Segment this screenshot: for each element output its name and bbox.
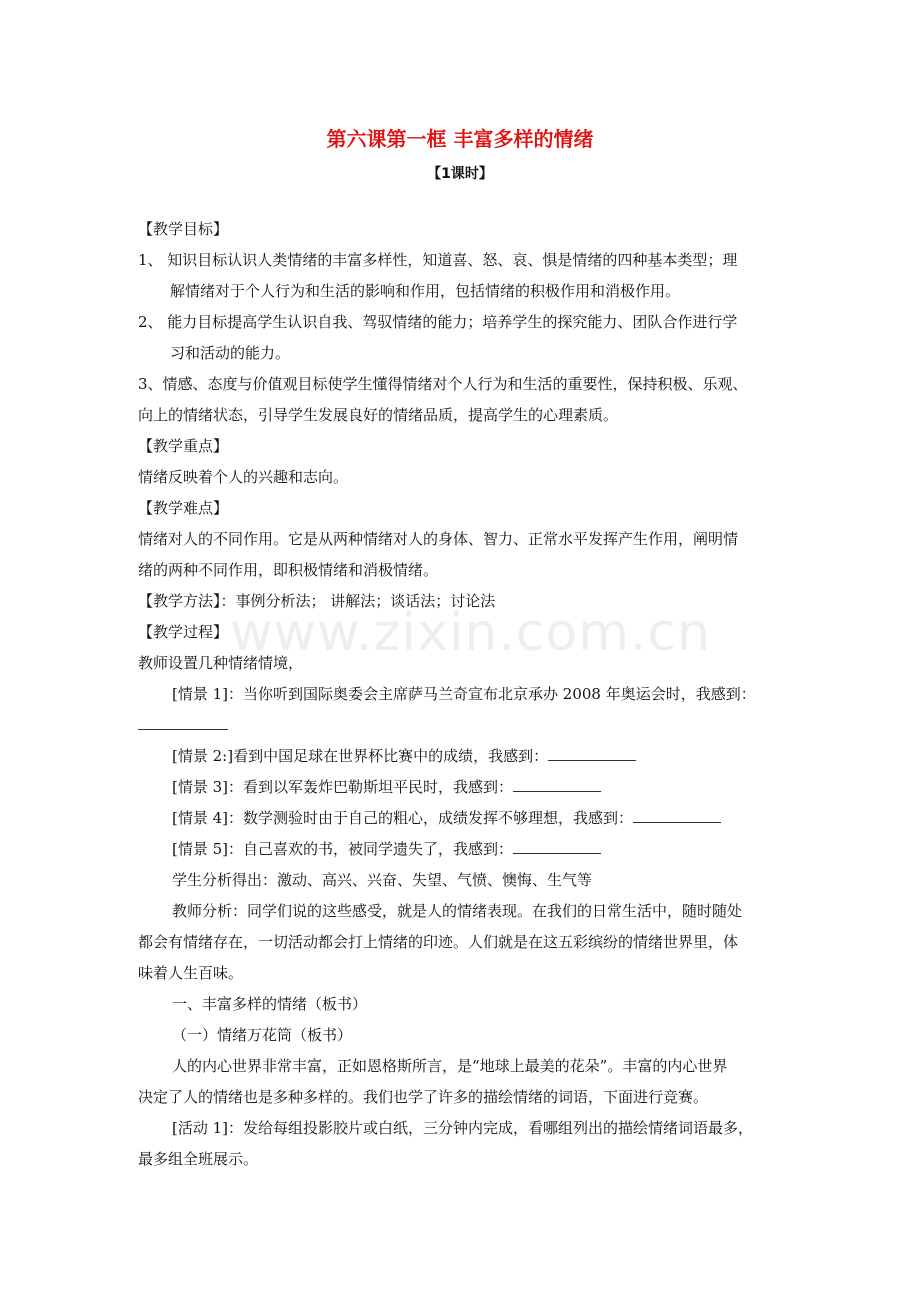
scenario-text: [情景 1]：当你听到国际奥委会主席萨马兰奇宣布北京承办 2008 年奥运会时，我感到： (172, 685, 756, 703)
page-title: 第六课第一框 丰富多样的情绪 (326, 127, 594, 151)
watermark: www.zixin.com.cn (230, 603, 711, 663)
text-line: 味着人生百味。 (138, 964, 244, 982)
scenario-line-2 (172, 746, 822, 766)
scenario-line-4 (172, 808, 822, 828)
heading-teaching-goals: 【教学目标】 (138, 220, 229, 238)
scenario-text: [情景 2:]看到中国足球在世界杯比赛中的成绩，我感到： (172, 747, 549, 765)
scenario-text: [情景 3]：看到以军轰炸巴勒斯坦平民时，我感到： (172, 778, 514, 796)
scenario-line-5 (172, 839, 822, 859)
text-line: 人的内心世界非常丰富，正如恩格斯所言，是“地球上最美的花朵”。丰富的内心世界 (172, 1057, 728, 1075)
text-line: [活动 1]：发给每组投影胶片或白纸，三分钟内完成，看哪组列出的描绘情绪词语最多， (172, 1119, 754, 1137)
text-line: 3、情感、态度与价值观目标使学生懂得情绪对个人行为和生活的重要性，保持积极、乐观、 (138, 375, 748, 393)
answer-blank (548, 746, 636, 761)
page-subtitle: 【1课时】 (427, 166, 493, 182)
text-line: 习和活动的能力。 (170, 344, 291, 362)
heading-difficult-points: 【教学难点】 (138, 499, 229, 517)
text-line: 2、 能力目标提高学生认识自我、驾驭情绪的能力；培养学生的探究能力、团队合作进行学 (138, 313, 738, 331)
answer-blank (138, 715, 228, 730)
scenario-line-3 (172, 777, 822, 797)
heading-teaching-methods: 【教学方法】：事例分析法； 讲解法；谈话法；讨论法 (138, 592, 496, 610)
text-line: 情绪对人的不同作用。它是从两种情绪对人的身体、智力、正常水平发挥产生作用，阐明情 (138, 530, 739, 548)
text-line: 解情绪对于个人行为和生活的影响和作用，包括情绪的积极作用和消极作用。 (170, 282, 681, 300)
scenario-text: [情景 4]：数学测验时由于自己的粗心，成绩发挥不够理想，我感到： (172, 809, 634, 827)
scenario-line-1 (172, 684, 822, 704)
scenario-text: [情景 5]：自己喜欢的书，被同学遗失了，我感到： (172, 840, 514, 858)
heading-key-points: 【教学重点】 (138, 437, 229, 455)
text-line: 教师设置几种情绪情境， (138, 654, 304, 672)
heading-teaching-process: 【教学过程】 (138, 623, 229, 641)
text-line: 都会有情绪存在，一切活动都会打上情绪的印迹。人们就是在这五彩缤纷的情绪世界里，体 (138, 933, 739, 951)
text-line: 教师分析：同学们说的这些感受，就是人的情绪表现。在我们的日常生活中，随时随处 (172, 902, 743, 920)
text-line: 学生分析得出：激动、高兴、兴奋、失望、气愤、懊悔、生气等 (172, 871, 593, 889)
answer-blank (633, 808, 721, 823)
text-line: 情绪反映着个人的兴趣和志向。 (138, 468, 349, 486)
text-line: 向上的情绪状态，引导学生发展良好的情绪品质，提高学生的心理素质。 (138, 406, 619, 424)
text-line: 最多组全班展示。 (138, 1150, 259, 1168)
text-line: 绪的两种不同作用，即积极情绪和消极情绪。 (138, 561, 439, 579)
subsection-heading: （一）情绪万花筒（板书） (172, 1026, 353, 1044)
answer-blank (513, 777, 601, 792)
scenario-blank-line (138, 715, 788, 735)
text-line: 1、 知识目标认识人类情绪的丰富多样性，知道喜、怒、哀、惧是情绪的四种基本类型；理 (138, 251, 738, 269)
section-heading: 一、丰富多样的情绪（板书） (172, 995, 368, 1013)
text-line: 决定了人的情绪也是多种多样的。我们也学了许多的描绘情绪的词语，下面进行竞赛。 (138, 1088, 709, 1106)
answer-blank (513, 839, 601, 854)
